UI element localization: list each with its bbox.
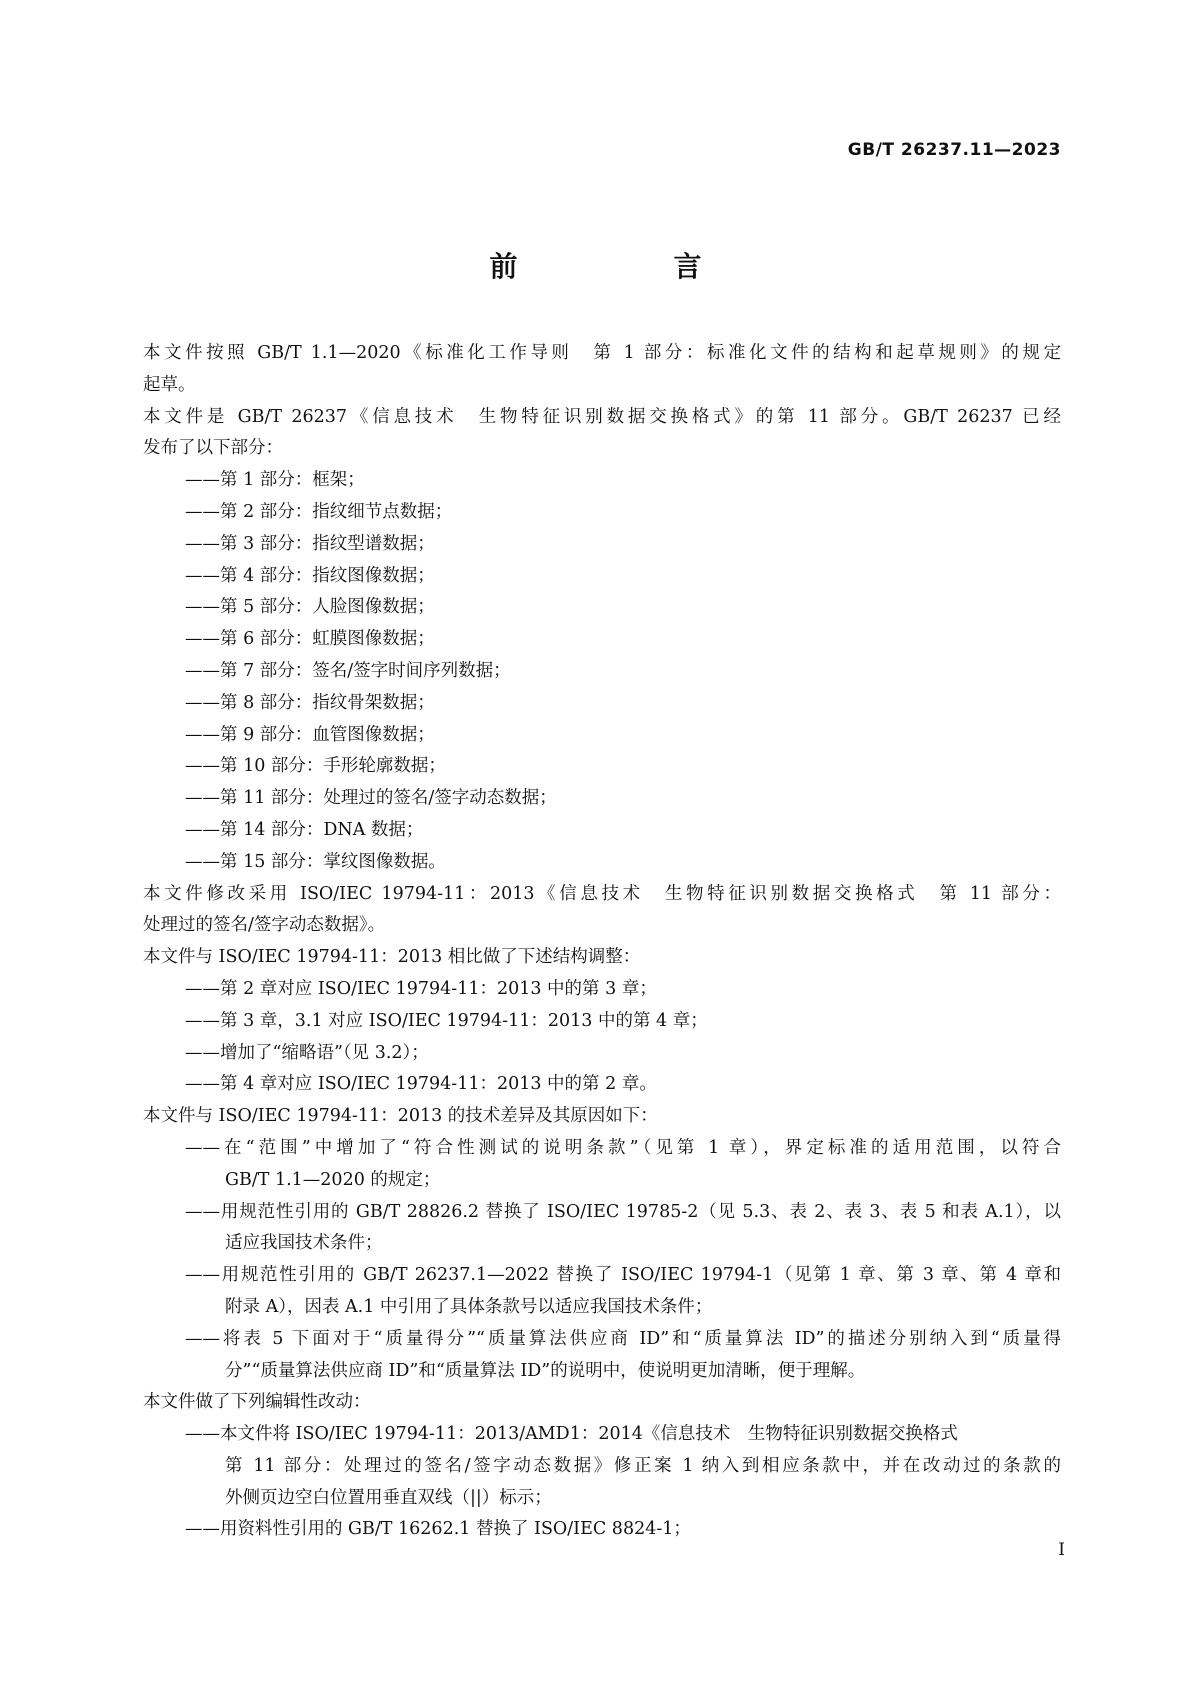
list-item-continuation: 适应我国技术条件； bbox=[225, 1233, 383, 1254]
list-item: ——增加了“缩略语”（见 3.2）； bbox=[185, 1042, 429, 1063]
foreword-body bbox=[143, 338, 1061, 1546]
list-item: ——第 8 部分：指纹骨架数据； bbox=[185, 692, 435, 713]
list-item: ——在“范围”中增加了“符合性测试的说明条款”（见第 1 章），界定标准的适用范围，以符合 bbox=[185, 1137, 1061, 1158]
list-item: ——本文件将 ISO/IEC 19794-11：2013/AMD1：2014《信息技术 生物特征识别数据交换格式 bbox=[185, 1424, 958, 1445]
list-item-continuation: 附录 A），因表 A.1 中引用了具体条款号以适应我国技术条件； bbox=[225, 1296, 713, 1317]
paragraph-line: 本文件按照 GB/T 1.1—2020《标准化工作导则 第 1 部分：标准化文件的结构和起草规则》的规定 bbox=[143, 343, 1061, 363]
list-item: ——将表 5 下面对于“质量得分”“质量算法供应商 ID”和“质量算法 ID”的描述分别纳入到“质量得 bbox=[185, 1328, 1061, 1349]
list-item: ——第 4 部分：指纹图像数据； bbox=[185, 565, 435, 586]
list-item: ——第 2 部分：指纹细节点数据； bbox=[185, 501, 453, 522]
list-item: ——第 11 部分：处理过的签名/签字动态数据； bbox=[185, 788, 557, 809]
list-item: ——第 5 部分：人脸图像数据； bbox=[185, 597, 435, 618]
paragraph-line: 本文件与 ISO/IEC 19794-11：2013 相比做了下述结构调整： bbox=[143, 947, 641, 968]
page-number: I bbox=[1058, 1540, 1065, 1560]
list-item: ——第 6 部分：虹膜图像数据； bbox=[185, 629, 435, 650]
paragraph-line: 发布了以下部分： bbox=[143, 438, 283, 459]
list-item-continuation: 外侧页边空白位置用垂直双线（||）标示； bbox=[225, 1487, 552, 1508]
list-item-continuation: GB/T 1.1—2020 的规定； bbox=[225, 1169, 441, 1190]
list-item: ——第 15 部分：掌纹图像数据。 bbox=[185, 851, 446, 872]
paragraph-line: 本文件修改采用 ISO/IEC 19794-11：2013《信息技术 生物特征识别数据交换格式 第 11 部分： bbox=[143, 883, 1061, 904]
paragraph-line: 本文件做了下列编辑性改动： bbox=[143, 1392, 371, 1413]
list-item: ——第 3 部分：指纹型谱数据； bbox=[185, 533, 435, 554]
page-title: 前 言 bbox=[489, 250, 766, 283]
list-item: ——第 1 部分：框架； bbox=[185, 470, 365, 491]
paragraph-line: 本文件与 ISO/IEC 19794-11：2013 的技术差异及其原因如下： bbox=[143, 1106, 658, 1127]
list-item: ——第 9 部分：血管图像数据； bbox=[185, 724, 435, 745]
list-item: ——第 2 章对应 ISO/IEC 19794-11：2013 中的第 3 章； bbox=[185, 978, 657, 999]
list-item-continuation: 分”“质量算法供应商 ID”和“质量算法 ID”的说明中，使说明更加清晰，便于理解。 bbox=[225, 1360, 866, 1381]
paragraph-line: 本文件是 GB/T 26237《信息技术 生物特征识别数据交换格式》的第 11 部分。GB/T 26237 已经 bbox=[143, 406, 1061, 427]
list-item: ——第 4 章对应 ISO/IEC 19794-11：2013 中的第 2 章。 bbox=[185, 1074, 657, 1095]
standard-code: GB/T 26237.11—2023 bbox=[847, 140, 1061, 160]
paragraph-line: 处理过的签名/签字动态数据》。 bbox=[143, 915, 386, 936]
list-item-continuation: 第 11 部分：处理过的签名/签字动态数据》修正案 1 纳入到相应条款中，并在改动过的条款的 bbox=[225, 1455, 1061, 1476]
list-item: ——第 10 部分：手形轮廓数据； bbox=[185, 756, 446, 777]
list-item: ——第 14 部分：DNA 数据； bbox=[185, 819, 424, 840]
list-item: ——用规范性引用的 GB/T 26237.1—2022 替换了 ISO/IEC 19794-1（见第 1 章、第 3 章、第 4 章和 bbox=[185, 1265, 1061, 1286]
list-item: ——用资料性引用的 GB/T 16262.1 替换了 ISO/IEC 8824-1； bbox=[185, 1519, 691, 1540]
list-item: ——用规范性引用的 GB/T 28826.2 替换了 ISO/IEC 19785-2（见 5.3、表 2、表 3、表 5 和表 A.1），以 bbox=[185, 1201, 1061, 1222]
list-item: ——第 3 章，3.1 对应 ISO/IEC 19794-11：2013 中的第 4 章； bbox=[185, 1010, 708, 1031]
list-item: ——第 7 部分：签名/签字时间序列数据； bbox=[185, 660, 511, 681]
paragraph-line: 起草。 bbox=[143, 374, 196, 395]
